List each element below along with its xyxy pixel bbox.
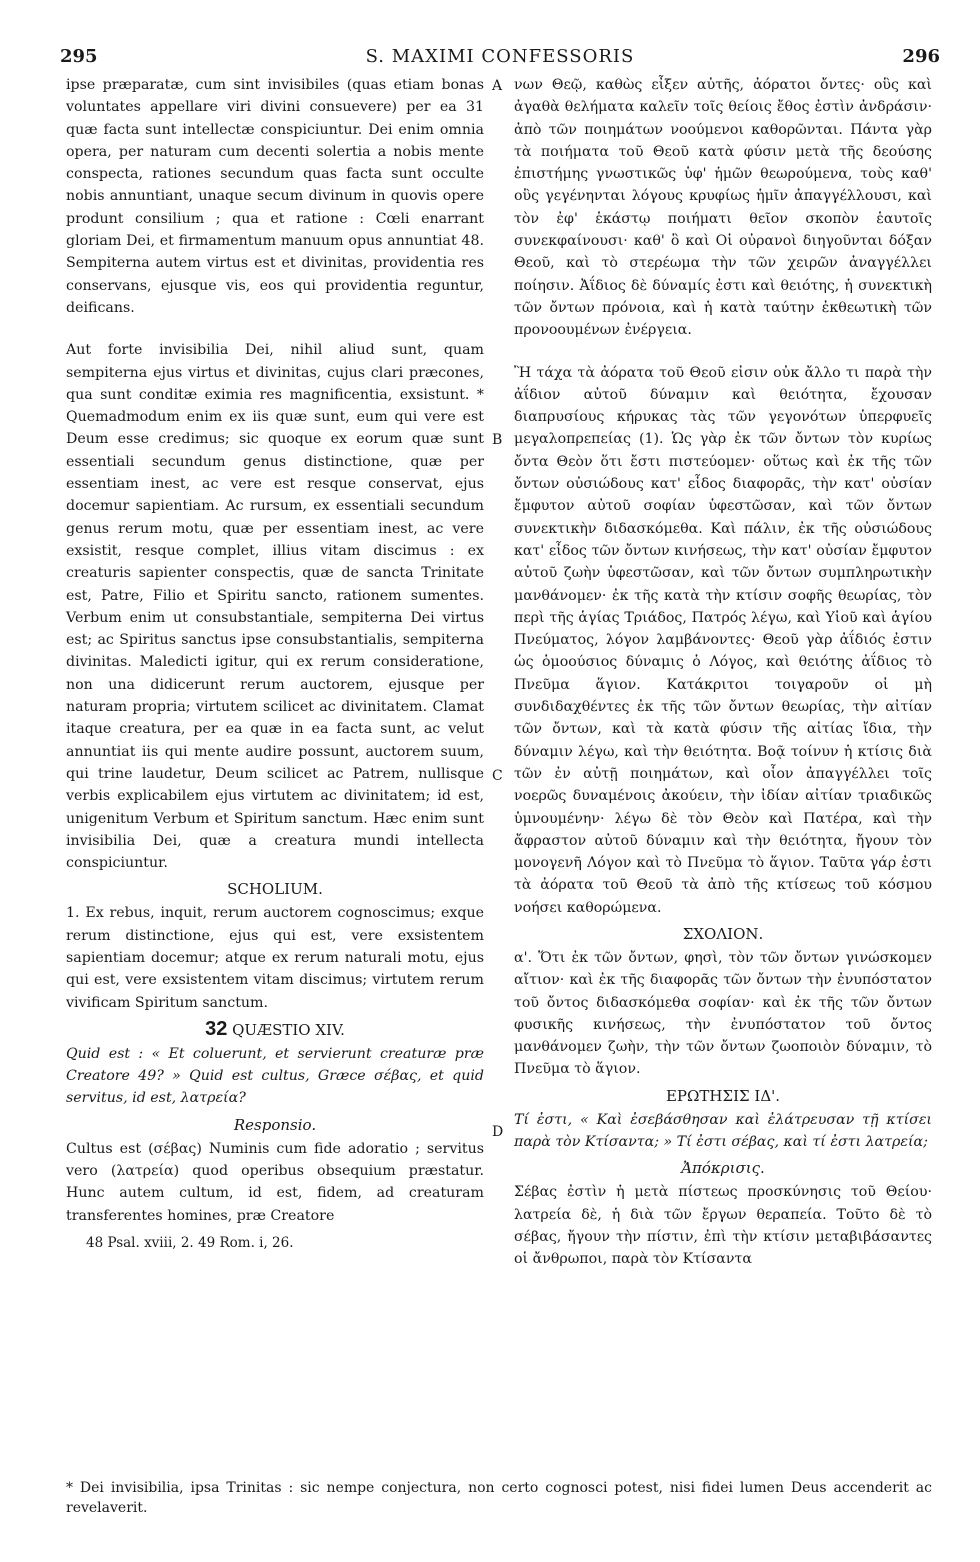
latin-scholium-text: 1. Ex rebus, inquit, rerum auctorem cognoscimus; exque rerum distinctione, ejus qui est, vere exsistentem sapientiam docemur; atque ex rerum naturali motu, ejus qui est, vere exsistentem vitam discimus; virtutem rerum vivificam Spiritum sanctum. [66, 905, 484, 1011]
greek-column [514, 74, 932, 1271]
page-number-left: 295 [60, 46, 98, 67]
greek-question-text: Τί ἐστι, « Καὶ ἐσεβάσθησαν καὶ ἐλάτρευσαν τῇ κτίσει παρὰ τὸν Κτίσαντα; » Τί ἐστι σέβας, καὶ τί ἐστι λατρεία; [514, 1111, 932, 1151]
latin-paragraph-2: Aut forte invisibilia Dei, nihil aliud sunt, quam sempiterna ejus virtus et divinitas, cujus clari præcones, qua sunt conditæ eximia res magnificentia, exsistunt. * Quemadmodum enim ex iis quæ sunt, eum qui vere est Deum esse credimus; sic quoque ex eorum quæ sunt essentiali secundum genus distinctione, quæ per essentiam inest, ac vere est resque conservat, ejus docemur sapientiam. Ac rursum, ex essentiali secundum genus rerum motu, quæ per essentiam inest, ac vere exsistit, resque complet, illius vitam discimus : ex creaturis sapienter conspectis, quæ de sancta Trinitate est, Patre, Filio et Spiritu sancto, rationem sumentes. Verbum enim ut consubstantiale, sempiterna Dei virtus est; ac Spiritus sanctus ipse consubstantialis, sempiterna divinitas. Maledicti igitur, qui ex rerum consideratione, non una didicerunt rerum auctorem, ejusque per naturam propria; virtutem scilicet ac divinitatem. Clamat itaque creatura, per ea quæ in ea facta sunt, ac velut annuntiat iis qui mente audire possunt, auctorem suum, qui trine laudetur, Deum scilicet ac Patrem, nullisque verbis explicabilem ejus virtutem ac divinitatem; id est, unigenitum Verbum et Spiritum sanctum. Hæc enim sunt invisibilia Dei, quæ a creatura mundi intellecta conspiciuntur. [66, 342, 484, 872]
latin-question-title: QUÆSTIO XIV. [232, 1020, 345, 1039]
latin-responsio: Responsio. [233, 1115, 317, 1134]
latin-question-text: Quid est : « Et coluerunt, et servierunt creaturæ præ Creatore 49? » Quid est cultus, Græce σέβας, et quid servitus, id est, λατρεία? [66, 1045, 484, 1107]
margin-letter-b: B [492, 432, 503, 448]
greek-paragraph-3: Σέβας ἐστὶν ἡ μετὰ πίστεως προσκύνησις τοῦ Θείου· λατρεία δὲ, ἡ διὰ τῶν ἔργων θεραπεία. Τοῦτο δὲ τὸ σέβας, ἤγουν τὴν πίστιν, ἐπὶ τὴν κτίσιν μεταβιβάσαντες οἱ ἄνθρωποι, παρὰ τὸν Κτίσαντα [514, 1184, 932, 1268]
greek-paragraph-1: νων Θεῷ, καθὼς εἶξεν αὐτῆς, ἀόρατοι ὄντες· οὓς καὶ ἀγαθὰ θελήματα καλεῖν τοῖς θείοις ἔθος ἐστὶν ἀνδράσιν· ἀπὸ τῶν ποιημάτων νοούμενοι καθορῶνται. Πάντα γὰρ τὰ ποιήματα τοῦ Θεοῦ κατὰ φύσιν μετὰ τῆς δεούσης ἐπιστήμης γνωστικῶς ὑφ' ἡμῶν θεωρούμενα, τοὺς καθ' οὓς γεγένηνται λόγους κρυφίως ἡμῖν ἀπαγγέλλουσι, καὶ τὸν ἐφ' ἑκάστῳ ποιήματι θεῖον σκοπὸν ἑαυτοῖς συνεκφαίνουσι· καθ' ὃ καὶ Οἱ οὐρανοὶ διηγοῦνται δόξαν Θεοῦ, καὶ τὸ στερέωμα τὴν τῶν χειρῶν ἀναγγέλλει ποίησιν. Ἀΐδιος δὲ δύναμίς ἐστι καὶ θειότης, ἡ συνεκτικὴ τῶν ὄντων πρόνοια, καὶ ἡ κατὰ ταύτην ἐκθεωτικὴ τῶν προνοουμένων ἐνέργεια. [514, 77, 932, 339]
latin-paragraph-1: ipse præparatæ, cum sint invisibiles (quas etiam bonas voluntates appellare viri divini consuevere) per ea 31 quæ facta sunt intellectæ conspiciuntur. Dei enim omnia opera, per naturam cum decenti solertia a nobis mente conspecta, rationes secundum quas facta sunt occulte nobis annuntiant, unaque secum divinum in quovis opere produnt consilium ; qua et ratione : Cœli enarrant gloriam Dei, et firmamentum manuum opus annuntiat 48. Sempiterna autem virtus est et divinitas, providentia res conservans, ejusque vis, eos qui providentia reguntur, deificans. [66, 77, 484, 316]
greek-scholium-title: ΣΧΟΛΙΟΝ. [682, 924, 764, 943]
bottom-footnote: * Dei invisibilia, ipsa Trinitas : sic nempe conjectura, non certo cognosci potest, nisi fidei lumen Deus accenderit ac revelaverit. [66, 1480, 932, 1516]
greek-scholium-text: α'. Ὅτι ἐκ τῶν ὄντων, φησὶ, τὸν τῶν ὄντων γινώσκομεν αἴτιον· καὶ ἐκ τῆς διαφορᾶς τῶν ὄντων τὴν ἐνυπόστατον τοῦ ὄντος διδασκόμεθα σοφίαν· καὶ ἐκ τῆς τῶν ὄντων φυσικῆς κινήσεως, τὴν ἐνυπόστατον τοῦ ὄντος μανθάνομεν ζωὴν, τὴν τῶν ὄντων ζωοποιὸν δύναμιν, τὸ Πνεῦμα τὸ ἅγιον. [514, 949, 932, 1078]
margin-letter-a: A [492, 78, 503, 94]
running-header [60, 40, 940, 70]
greek-question-title: ΕΡΩΤΗΣΙΣ ΙΔ'. [665, 1086, 781, 1105]
greek-paragraph-2: Ἢ τάχα τὰ ἀόρατα τοῦ Θεοῦ εἰσιν οὐκ ἄλλο τι παρὰ τὴν ἀΐδιον αὐτοῦ δύναμιν καὶ θειότητα, ἔχουσαν διαπρυσίους κήρυκας τὰς τῶν γεγονότων ὑπερφυεῖς μεγαλοπρεπείας (1). Ὡς γὰρ ἐκ τῶν ὄντων τὸν κυρίως ὄντα Θεὸν ὅτι ἔστι πιστεύομεν· οὕτως καὶ ἐκ τῆς τῶν ὄντων οὐσιώδους κατ' εἶδος διαφορᾶς, τὴν κατ' οὐσίαν ἔμφυτον αὐτοῦ σοφίαν ὑφεστῶσαν, καὶ τῶν ὄντων συνεκτικὴν διδασκόμεθα. Καὶ πάλιν, ἐκ τῆς οὐσιώδους κατ' εἶδος τῶν ὄντων κινήσεως, τὴν κατ' οὐσίαν ἔμφυτον αὐτοῦ ζωὴν ὑφεστῶσαν, καὶ τῶν ὄντων συμπληρωτικὴν μανθάνομεν· ἐκ τῆς κατὰ τὴν κτίσιν σοφῆς θεωρίας, τὸν περὶ τῆς ἁγίας Τριάδος, Πατρός λέγω, καὶ Υἱοῦ καὶ ἁγίου Πνεύματος, λόγον λαμβάνοντες· Θεοῦ γὰρ ἀΐδιός ἐστιν ὡς ὁμοούσιος δύναμις ὁ Λόγος, καὶ θειότης ἀΐδιος τὸ Πνεῦμα ἅγιον. Κατάκριτοι τοιγαροῦν οἱ μὴ συνδιδαχθέντες ἐκ τῆς τῶν ὄντων θεωρίας, τὴν αἰτίαν τῶν ὄντων, καὶ τὰ κατὰ φύσιν τῆς αἰτίας ἴδια, τὴν δύναμιν λέγω, καὶ τὴν θειότητα. Βοᾷ τοίνυν ἡ κτίσις διὰ τῶν ἐν αὐτῇ ποιημάτων, καὶ οἷον ἀπαγγέλλει τοῖς νοερῶς δυναμένοις ἀκούειν, τὴν ἰδίαν αἰτίαν τριαδικῶς ὑμνουμένην· λέγω δὲ τὸν Θεὸν καὶ Πατέρα, καὶ τὴν ἄφραστον αὐτοῦ δύναμιν καὶ τὴν θειότητα, ἤγουν τὸν μονογενῆ Λόγον καὶ τὸ Πνεῦμα τὸ ἅγιον. Ταῦτα γάρ ἐστι τὰ ἀόρατα τοῦ Θεοῦ τὰ ἀπὸ τῆς κτίσεως τοῦ κόσμου νοήσει καθορώμενα. [514, 364, 932, 916]
latin-column [66, 74, 484, 1253]
margin-letter-c: C [492, 768, 503, 784]
latin-scholium-title: SCHOLIUM. [227, 880, 323, 899]
latin-paragraph-3: Cultus est (σέβας) Numinis cum fide adoratio ; servitus vero (λατρεία) quod operibus obsequium præstatur. Hunc autem cultum, id est, fidem, ad creaturam transferentes homines, præ Creatore [66, 1140, 484, 1224]
greek-responsio: Ἀπόκρισις. [681, 1159, 765, 1178]
running-title: S. MAXIMI CONFESSORIS [365, 46, 635, 67]
margin-letter-d: D [492, 1124, 504, 1140]
footnotes: 48 Psal. xviii, 2. 49 Rom. i, 26. [86, 1234, 294, 1251]
page-number-right: 296 [902, 46, 940, 67]
latin-question-heading [66, 1018, 484, 1041]
question-number: 32 [205, 1017, 228, 1040]
